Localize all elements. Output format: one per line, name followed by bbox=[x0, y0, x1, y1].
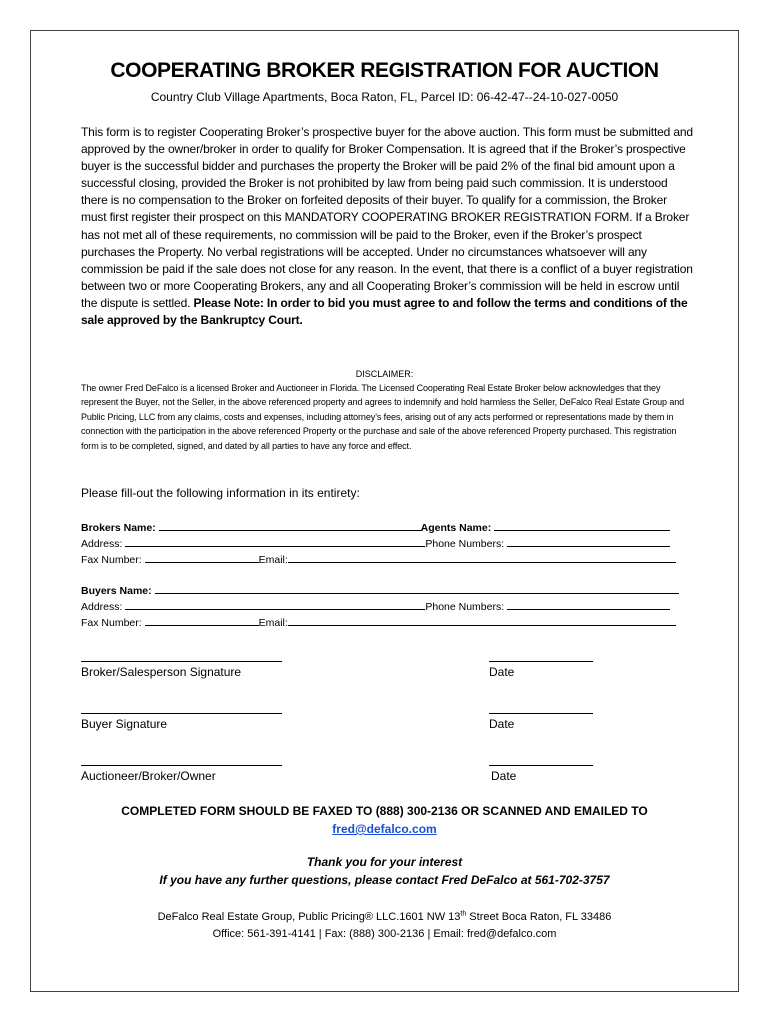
broker-date-line[interactable] bbox=[489, 661, 593, 662]
company-address-pre: DeFalco Real Estate Group, Public Pricing® LLC.1601 NW 13 bbox=[157, 911, 461, 923]
buyer-signature-label: Buyer Signature bbox=[81, 717, 168, 731]
broker-signature-line[interactable] bbox=[81, 661, 282, 662]
submit-email-link[interactable]: fred@defalco.com bbox=[332, 822, 437, 836]
intro-text: This form is to register Cooperating Broker’s prospective buyer for the above auction. This form must be submitted and approved by the owner/broker in order to qualify for Broker Compensation. It is agreed that if the Broker’s prospective buyer is the successful bidder and purchases the property the Broker will be paid 2% of the final bid amount upon a successful closing, provided the Broker is not prohibited by law from being paid such commission. It is understood there is no compensation to the Broker on forfeited deposits of their buyer. To qualify for a commission, the Broker must first register their prospect on this MANDATORY COOPERATING BROKER REGISTRATION FORM. If a Broker has not met all of these requirements, no commission will be paid to the Broker, even if the Broker’s prospect purchases the Property. No verbal registrations will be accepted. Under no circumstances whatsoever will any commission be paid if the sale does not close for any reason. In the event, that there is a conflict of a buyer registration between two or more Cooperating Brokers, any and all Cooperating Broker’s commission will be held in escrow until the dispute is settled. bbox=[81, 125, 693, 310]
brokers-name-label: Brokers Name: bbox=[81, 522, 156, 534]
buyer-fax-field[interactable] bbox=[145, 615, 259, 626]
submit-instructions: COMPLETED FORM SHOULD BE FAXED TO (888) 300-2136 OR SCANNED AND EMAILED TO bbox=[121, 804, 648, 818]
questions-line: If you have any further questions, please contact Fred DeFalco at 561-702-3757 bbox=[159, 873, 610, 887]
disclaimer-text: The owner Fred DeFalco is a licensed Broker and Auctioneer in Florida. The Licensed Cooperating Real Estate Broker below acknowledges that they represent the Buyer, not the Seller, in the above referenced property and agrees to indemnify and hold harmless the Seller, DeFalco Real Estate Group and Public Pricing, LLC from any claims, costs and expenses, including attorney’s fees, arising out of any acts performed or representations made by them in connection with the participation in the above referenced Property or the purchase and sale of the above referenced Property purchased. This registration form is to be completed, signed, and dated by all parties to have any force and effect. bbox=[81, 383, 685, 451]
agents-name-field[interactable] bbox=[494, 520, 670, 531]
broker-date-label: Date bbox=[489, 665, 515, 679]
broker-fax-row bbox=[81, 552, 676, 566]
broker-phone-label: Phone Numbers: bbox=[425, 538, 505, 550]
intro-note: Please Note: In order to bid you must agree to and follow the terms and conditions of the sale approved by the Bankruptcy Court. bbox=[81, 295, 688, 328]
form-title: COOPERATING BROKER REGISTRATION FOR AUCTION bbox=[110, 59, 659, 82]
fill-prompt: Please fill-out the following information in its entirety: bbox=[81, 486, 360, 500]
buyers-name-label: Buyers Name: bbox=[81, 585, 152, 597]
company-address bbox=[31, 911, 738, 923]
broker-fax-label: Fax Number: bbox=[81, 554, 142, 566]
broker-phone-field[interactable] bbox=[507, 536, 670, 547]
auctioneer-signature-label: Auctioneer/Broker/Owner bbox=[81, 769, 216, 783]
buyer-fax-row bbox=[81, 615, 676, 629]
auctioneer-signature-line[interactable] bbox=[81, 765, 282, 766]
property-subtitle: Country Club Village Apartments, Boca Raton, FL, Parcel ID: 06-42-47--24-10-027-0050 bbox=[150, 90, 619, 104]
broker-fax-field[interactable] bbox=[145, 552, 259, 563]
buyers-name-row bbox=[81, 583, 679, 597]
disclaimer-heading: DISCLAIMER: bbox=[355, 369, 414, 379]
intro-paragraph bbox=[81, 124, 693, 329]
buyer-signature-line[interactable] bbox=[81, 713, 282, 714]
company-address-sup: th bbox=[460, 910, 467, 918]
broker-address-field[interactable] bbox=[125, 536, 425, 547]
buyer-phone-label: Phone Numbers: bbox=[425, 601, 505, 613]
broker-email-label: Email: bbox=[258, 554, 288, 566]
form-page bbox=[30, 30, 739, 992]
buyer-date-line[interactable] bbox=[489, 713, 593, 714]
broker-address-row bbox=[81, 536, 670, 550]
broker-signature-label: Broker/Salesperson Signature bbox=[81, 665, 242, 679]
brokers-name-row bbox=[81, 520, 670, 534]
buyer-fax-label: Fax Number: bbox=[81, 617, 142, 629]
buyer-email-field[interactable] bbox=[288, 615, 676, 626]
buyer-address-row bbox=[81, 599, 670, 613]
auctioneer-date-line[interactable] bbox=[489, 765, 593, 766]
buyer-address-field[interactable] bbox=[125, 599, 425, 610]
office-contact: Office: 561-391-4141 | Fax: (888) 300-2136 | Email: fred@defalco.com bbox=[212, 928, 557, 940]
agents-name-label: Agents Name: bbox=[420, 522, 492, 534]
buyers-name-field[interactable] bbox=[155, 583, 679, 594]
broker-address-label: Address: bbox=[81, 538, 123, 550]
thanks-line: Thank you for your interest bbox=[306, 855, 463, 869]
buyer-address-label: Address: bbox=[81, 601, 123, 613]
buyer-phone-field[interactable] bbox=[507, 599, 670, 610]
company-address-post: Street Boca Raton, FL 33486 bbox=[466, 911, 612, 923]
broker-email-field[interactable] bbox=[288, 552, 676, 563]
brokers-name-field[interactable] bbox=[159, 520, 421, 531]
buyer-email-label: Email: bbox=[258, 617, 288, 629]
buyer-date-label: Date bbox=[489, 717, 515, 731]
auctioneer-date-label: Date bbox=[491, 769, 517, 783]
